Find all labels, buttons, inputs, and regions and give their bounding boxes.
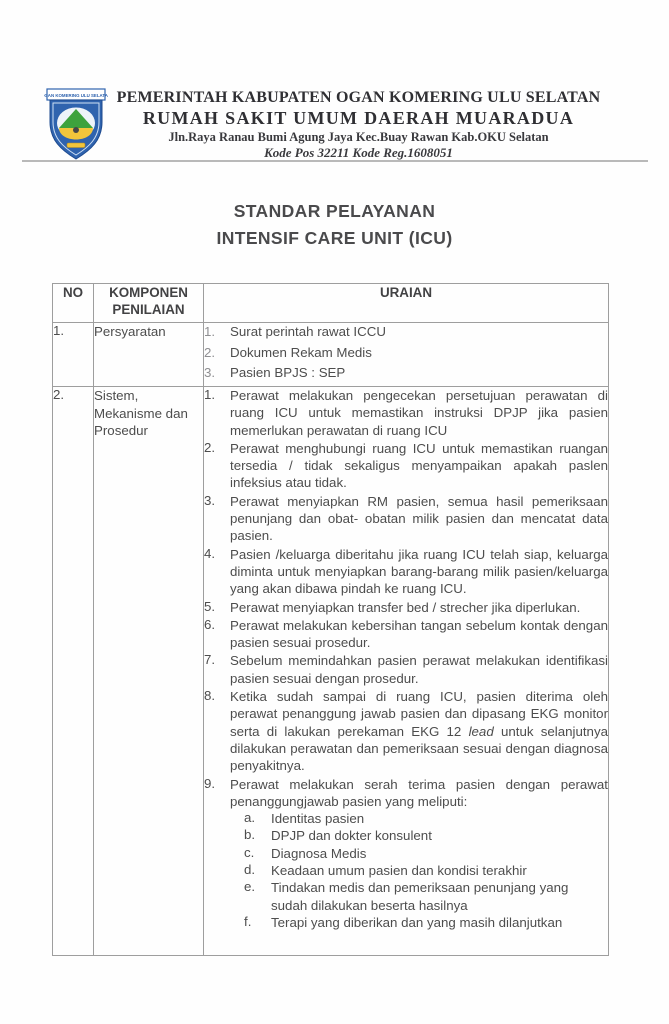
list-item — [204, 652, 608, 687]
document-title — [0, 198, 669, 252]
item-marker: 1. — [204, 387, 216, 402]
item-text: Pasien /keluarga diberitahu jika ruang ICU telah siap, keluarga diminta untuk menyiapkan barang-barang milik pasien/keluarga yang akan dibawa pindah ke ruang ICU. — [230, 546, 608, 597]
list-item — [204, 546, 608, 598]
item-text: Dokumen Rekam Medis — [230, 344, 372, 360]
subitem-marker: a. — [244, 810, 256, 826]
sub-list-item — [244, 845, 608, 862]
hospital-address: Jln.Raya Ranau Bumi Agung Jaya Kec.Buay Rawan Kab.OKU Selatan — [168, 130, 549, 144]
row1-uraian — [204, 323, 609, 387]
row2-number: 2. — [53, 387, 94, 956]
subitem-marker: d. — [244, 862, 256, 878]
list-item — [204, 688, 608, 774]
header-komponen: KOMPONEN PENILAIAN — [94, 284, 204, 323]
item-marker: 2. — [204, 439, 216, 455]
list-item — [204, 344, 608, 362]
row1-komponen: Persyaratan — [94, 323, 204, 387]
item-text-italic: lead — [468, 723, 494, 739]
list-item — [204, 599, 608, 616]
list-item — [204, 776, 608, 932]
letterhead-text — [82, 88, 635, 160]
subitem-text: Tindakan medis dan pemeriksaan penunjang yang sudah dilakukan beserta hasilnya — [271, 880, 569, 913]
sub-list-item — [244, 810, 608, 827]
header-no: NO — [53, 284, 94, 323]
subitem-text: Keadaan umum pasien dan kondisi terakhir — [271, 863, 527, 879]
table-header-row — [53, 284, 609, 323]
shield-logo-icon — [44, 88, 108, 162]
sub-list-item — [244, 879, 608, 914]
item-text: Surat perintah rawat ICCU — [230, 324, 386, 339]
table-row — [53, 323, 609, 387]
item-text: Pasien BPJS : SEP — [230, 365, 346, 380]
item-marker: 4. — [204, 545, 216, 561]
list-item — [204, 387, 608, 439]
subitem-text: Diagnosa Medis — [271, 845, 367, 861]
item-text: Perawat melakukan serah terima pasien dengan perawat penanggungjawab pasien yang meliputi: — [230, 776, 608, 809]
list-item — [204, 364, 608, 381]
subitem-marker: c. — [244, 844, 255, 860]
sub-list-item — [244, 914, 608, 931]
item-text-segment: untuk selanjutnya dilakukan perawatan dan pemeriksaan sesuai dengan diagnosa penyakitnya. — [230, 723, 608, 774]
item-marker: 2. — [204, 344, 216, 360]
subitem-marker: f. — [244, 913, 252, 929]
item-marker: 3. — [204, 365, 216, 380]
hospital-name: RUMAH SAKIT UMUM DAERAH MUARADUA — [142, 108, 575, 128]
item-text-segment: Ketika sudah sampai di ruang ICU, pasien diterima oleh perawat penanggung jawab pasien dan dipasang EKG monitor serta di lakukan perekaman EKG 12 — [230, 689, 608, 739]
item-text: Perawat melakukan kebersihan tangan sebelum kontak dengan pasien sesuai prosedur. — [230, 617, 608, 651]
list-item — [204, 617, 608, 652]
item-marker: 6. — [204, 616, 216, 632]
subitem-marker: e. — [244, 879, 256, 895]
subitem-text: Terapi yang diberikan dan yang masih dilanjutkan — [271, 914, 563, 930]
item-marker: 5. — [204, 598, 216, 614]
list-item — [204, 323, 608, 341]
item-text: Perawat menghubungi ruang ICU untuk memastikan ruangan tersedia / tidak sekaligus menyampaikan apakah paslen infeksius atau tidak. — [230, 440, 608, 491]
list-item — [204, 440, 608, 492]
letterhead-divider — [22, 160, 648, 162]
row2-uraian — [204, 387, 609, 956]
sub-list-item — [244, 827, 608, 844]
row1-number: 1. — [53, 323, 94, 387]
item-text: Perawat menyiapkan transfer bed / strecher jika diperlukan. — [230, 599, 581, 615]
item-text: Sebelum memindahkan pasien perawat melakukan identifikasi pasien sesuai dengan prosedur. — [230, 653, 608, 686]
standards-table — [52, 283, 609, 956]
logo-banner-text: OGAN KOMERING ULU SELATAN — [44, 93, 108, 98]
item-marker: 9. — [204, 775, 216, 791]
item-marker: 8. — [204, 688, 216, 704]
item-marker: 3. — [204, 492, 216, 508]
subitem-text: Identitas pasien — [271, 811, 365, 827]
letterhead — [32, 88, 645, 162]
sub-list-item — [244, 862, 608, 879]
header-uraian: URAIAN — [204, 284, 609, 323]
row2-komponen: Sistem, Mekanisme dan Prosedur — [94, 387, 204, 956]
item-text: Perawat melakukan pengecekan persetujuan perawatan di ruang ICU untuk memastikan instruksi DPJP jika pasien memerlukan perawatan di ruang ICU — [230, 388, 608, 438]
item-marker: 7. — [204, 652, 216, 668]
title-line-2: INTENSIF CARE UNIT (ICU) — [216, 228, 453, 248]
government-name: PEMERINTAH KABUPATEN OGAN KOMERING ULU SELATAN — [116, 89, 601, 106]
regency-seal-logo — [44, 88, 108, 162]
item-text: Perawat menyiapkan RM pasien, semua hasil pemeriksaan penunjang dan obat- obatan milik pasien dan mencatat data pasien. — [230, 493, 608, 544]
item-marker: 1. — [204, 324, 216, 339]
subitem-marker: b. — [244, 827, 256, 843]
table-row — [53, 387, 609, 956]
list-item — [204, 493, 608, 545]
postal-code-line: Kode Pos 32211 Kode Reg.1608051 — [264, 145, 453, 160]
item-text — [230, 688, 608, 774]
title-line-1: STANDAR PELAYANAN — [233, 201, 436, 221]
subitem-text: DPJP dan dokter konsulent — [271, 828, 432, 844]
